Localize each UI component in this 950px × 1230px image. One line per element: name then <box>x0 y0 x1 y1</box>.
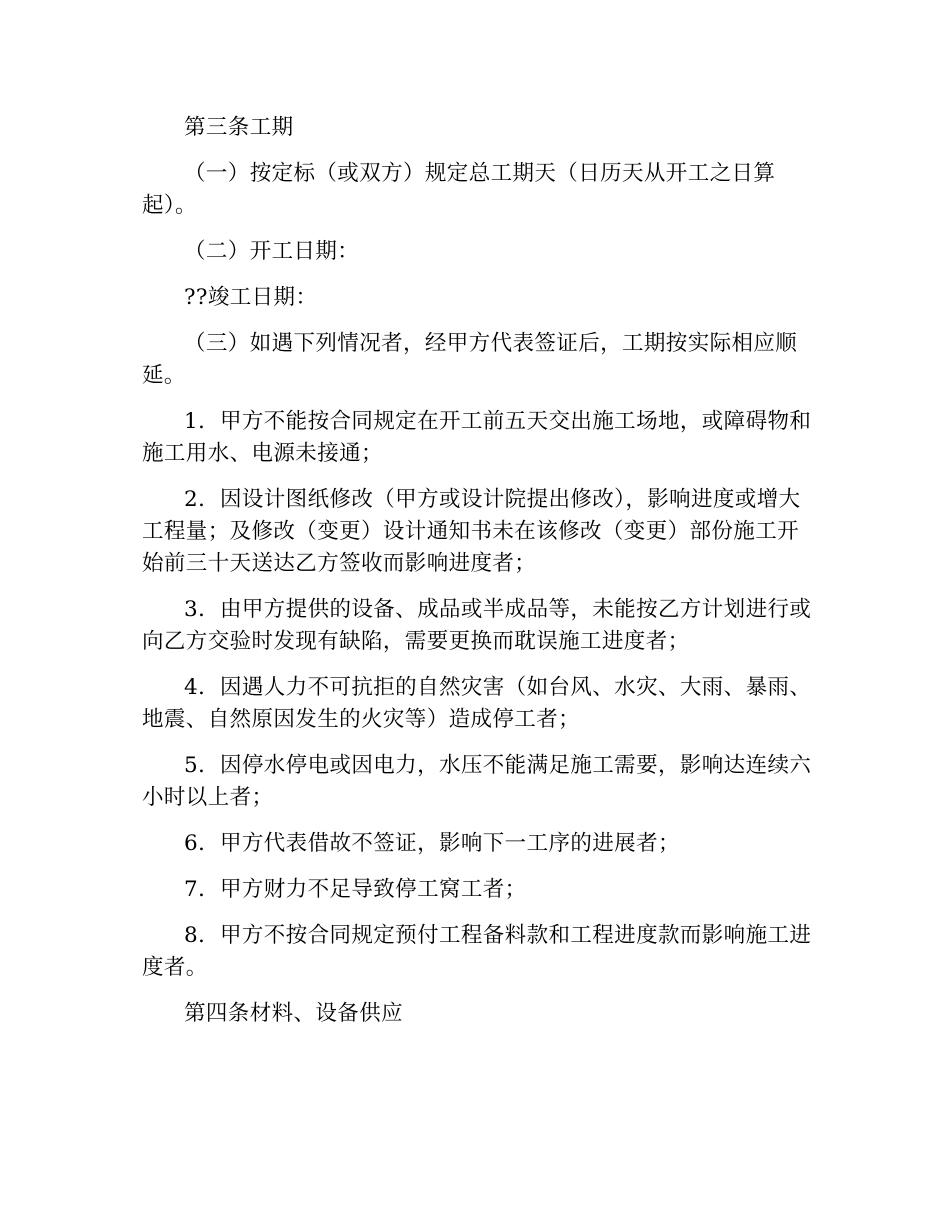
list-item-3: 3．由甲方提供的设备、成品或半成品等，未能按乙方计划进行或向乙方交验时发现有缺陷，需要更换而耽误施工进度者； <box>142 597 812 654</box>
paragraph-clause-1: （一）按定标（或双方）规定总工期天（日历天从开工之日算起）。 <box>142 161 776 218</box>
paragraph-completion-date: ??竣工日期： <box>184 285 318 310</box>
document-body <box>142 112 814 1044</box>
list-item-2: 2．因设计图纸修改（甲方或设计院提出修改），影响进度或增大工程量；及修改（变更）设计通知书未在该修改（变更）部份施工开始前三十天送达乙方签收而影响进度者； <box>142 487 801 576</box>
list-item-6: 6．甲方代表借故不签证，影响下一工序的进展者； <box>184 831 680 856</box>
paragraph-clause-3: （三）如遇下列情况者，经甲方代表签证后，工期按实际相应顺延。 <box>142 331 798 388</box>
list-item-7: 7．甲方财力不足导致停工窝工者； <box>184 877 527 902</box>
list-item-8: 8．甲方不按合同规定预付工程备料款和工程进度款而影响施工进度者。 <box>142 923 812 980</box>
section-heading-article-3: 第三条工期 <box>184 115 294 140</box>
paragraph-start-date: （二）开工日期： <box>184 239 360 264</box>
section-heading-article-4: 第四条材料、设备供应 <box>184 1001 404 1026</box>
list-item-1: 1．甲方不能按合同规定在开工前五天交出施工场地，或障碍物和施工用水、电源未接通； <box>142 409 812 466</box>
list-item-4: 4．因遇人力不可抗拒的自然灾害（如台风、水灾、大雨、暴雨、地震、自然原因发生的火灾等）造成停工者； <box>142 675 812 732</box>
list-item-5: 5．因停水停电或因电力，水压不能满足施工需要，影响达连续六小时以上者； <box>142 753 812 810</box>
